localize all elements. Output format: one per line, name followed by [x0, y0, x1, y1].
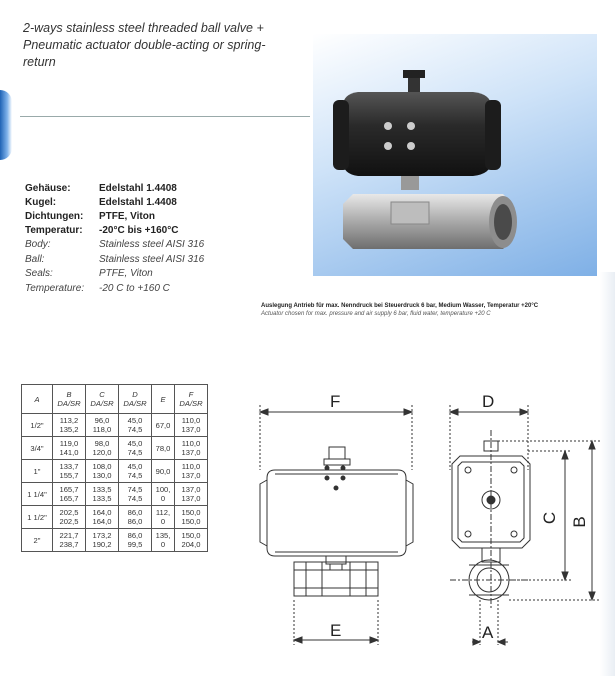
- spec-key: Temperature:: [25, 282, 85, 294]
- label-d: D: [482, 392, 495, 411]
- side-view: [450, 405, 600, 645]
- spec-key: Temperatur:: [25, 225, 83, 236]
- spec-row: [25, 211, 178, 223]
- cell-e: 112, 0: [152, 506, 175, 529]
- specs-german: [23, 181, 180, 239]
- spec-key: Gehäuse:: [25, 183, 71, 194]
- cell-d: 45,0 74,5: [119, 437, 152, 460]
- cell-b: 119,0 141,0: [53, 437, 86, 460]
- label-c: C: [540, 511, 559, 525]
- cell-e: 100, 0: [152, 483, 175, 506]
- cell-c: 96,0 118,0: [86, 414, 119, 437]
- cell-f: 110,0 137,0: [175, 437, 208, 460]
- spec-value: Stainless steel AISI 316: [99, 253, 205, 265]
- cell-a: 2": [22, 529, 53, 552]
- spec-row: [25, 254, 204, 267]
- col-header-b: B DA/SR: [53, 385, 86, 414]
- cell-a: 3/4": [22, 437, 53, 460]
- spec-key: Ball:: [25, 253, 45, 265]
- spec-key: Dichtungen:: [25, 211, 84, 222]
- cell-e: 78,0: [152, 437, 175, 460]
- spec-value: Stainless steel AISI 316: [99, 239, 205, 250]
- label-b: B: [570, 516, 589, 528]
- col-header-e: E: [152, 385, 175, 414]
- spec-value: PTFE, Viton: [99, 211, 155, 222]
- label-f: F: [330, 392, 341, 411]
- cell-d: 86,0 99,5: [119, 529, 152, 552]
- cell-d: 45,0 74,5: [119, 460, 152, 483]
- table-header-row: [22, 385, 208, 414]
- table-row: [22, 529, 208, 552]
- note-german: Auslegung Antrieb für max. Nenndruck bei Steuerdruck 6 bar, Medium Wasser, Temperatur +20°C: [261, 303, 539, 309]
- spec-value: -20°C bis +160°C: [99, 225, 179, 236]
- cell-f: 110,0 137,0: [175, 414, 208, 437]
- specs-english: [23, 237, 206, 297]
- cell-a: 1": [22, 460, 53, 483]
- col-header-a: A: [22, 385, 53, 414]
- cell-e: 67,0: [152, 414, 175, 437]
- col-header-f: F DA/SR: [175, 385, 208, 414]
- spec-value: Edelstahl 1.4408: [99, 183, 177, 194]
- page-edge-shade: [600, 272, 615, 676]
- cell-d: 86,0 86,0: [119, 506, 152, 529]
- cell-a: 1 1/2": [22, 506, 53, 529]
- cell-e: 90,0: [152, 460, 175, 483]
- cell-f: 110,0 137,0: [175, 460, 208, 483]
- cell-c: 108,0 130,0: [86, 460, 119, 483]
- table-row: [22, 460, 208, 483]
- actuator-note: [261, 302, 611, 318]
- cell-a: 1 1/4": [22, 483, 53, 506]
- cell-d: 74,5 74,5: [119, 483, 152, 506]
- cell-e: 135, 0: [152, 529, 175, 552]
- cell-b: 202,5 202,5: [53, 506, 86, 529]
- cell-f: 150,0 204,0: [175, 529, 208, 552]
- table-row: [22, 506, 208, 529]
- spec-key: Body:: [25, 239, 51, 250]
- cell-a: 1/2": [22, 414, 53, 437]
- blue-edge-accent: [0, 90, 12, 160]
- spec-row: [25, 283, 204, 296]
- spec-row: [25, 268, 204, 281]
- spec-key: Kugel:: [25, 197, 57, 208]
- dimensions-table: [21, 384, 208, 552]
- cell-b: 133,7 155,7: [53, 460, 86, 483]
- cell-c: 164,0 164,0: [86, 506, 119, 529]
- valve-actuator-photo: [313, 34, 597, 276]
- front-view: [260, 405, 413, 645]
- cell-b: 221,7 238,7: [53, 529, 86, 552]
- spec-row: [25, 197, 178, 209]
- cell-d: 45,0 74,5: [119, 414, 152, 437]
- note-english: Actuator chosen for max. pressure and air supply 6 bar, fluid water, temperature +20 C: [261, 311, 491, 317]
- table-row: [22, 414, 208, 437]
- spec-value: PTFE, Viton: [99, 268, 153, 279]
- spec-value: -20 C to +160 C: [99, 282, 170, 294]
- col-header-d: D DA/SR: [119, 385, 152, 414]
- table-row: [22, 437, 208, 460]
- table-row: [22, 483, 208, 506]
- cell-c: 133,5 133,5: [86, 483, 119, 506]
- cell-c: 98,0 120,0: [86, 437, 119, 460]
- spec-row: [25, 239, 204, 252]
- cell-f: 137,0 137,0: [175, 483, 208, 506]
- cell-f: 150,0 150,0: [175, 506, 208, 529]
- cell-b: 113,2 135,2: [53, 414, 86, 437]
- product-photo: [313, 34, 597, 276]
- label-a: A: [482, 623, 494, 642]
- col-header-c: C DA/SR: [86, 385, 119, 414]
- spec-value: Edelstahl 1.4408: [99, 197, 177, 208]
- dimension-labels: [330, 392, 589, 642]
- page-title: 2-ways stainless steel threaded ball valve + Pneumatic actuator double-acting or spring-return: [23, 21, 266, 69]
- cell-b: 165,7 165,7: [53, 483, 86, 506]
- spec-row: [25, 183, 178, 195]
- cell-c: 173,2 190,2: [86, 529, 119, 552]
- spec-row: [25, 225, 178, 237]
- label-e: E: [330, 621, 342, 640]
- title-divider: [20, 116, 310, 117]
- spec-key: Seals:: [25, 268, 53, 279]
